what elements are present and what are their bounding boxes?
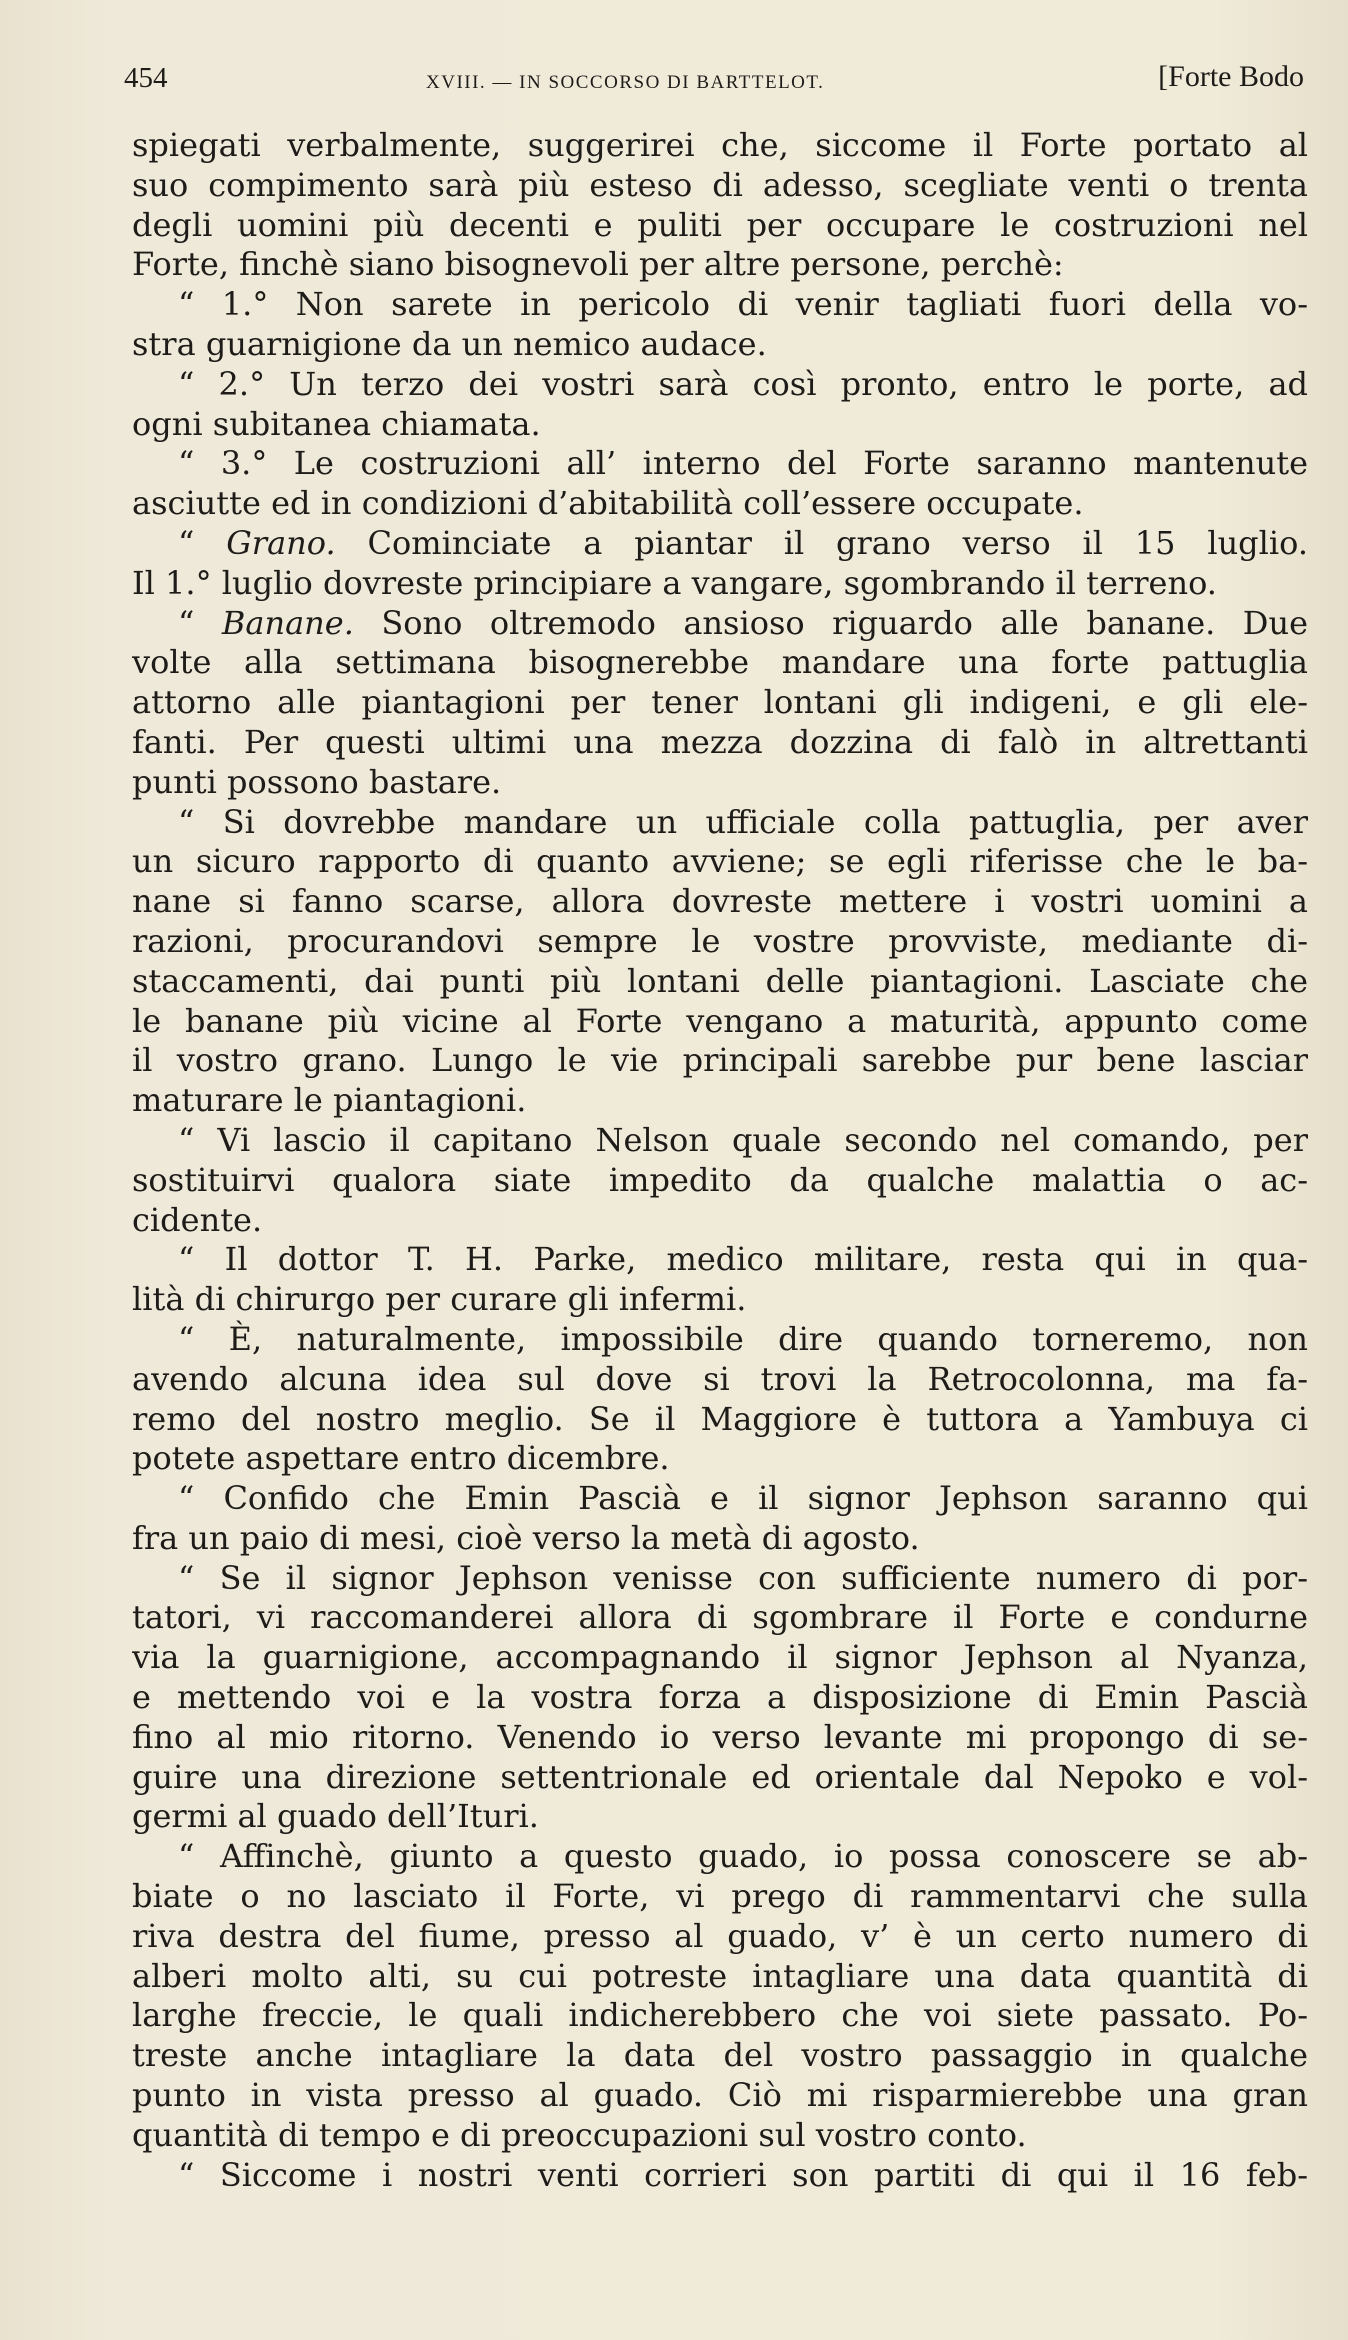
text-line: germi al guado dell’Ituri. (132, 1797, 539, 1836)
text-line: fanti. Per questi ultimi una mezza dozzina di falò in altrettanti (132, 722, 1308, 761)
text-line: punto in vista presso al guado. Ciò mi risparmierebbe una gran (132, 2076, 1308, 2115)
text-line: fra un paio di mesi, cioè verso la metà di agosto. (132, 1518, 920, 1557)
text-line: staccamenti, dai punti più lontani delle piantagioni. Lasciate che (132, 961, 1308, 1000)
running-title: XVIII. — IN SOCCORSO DI BARTTELOT. (426, 72, 825, 93)
text-line: “ Confido che Emin Pascià e il signor Jephson saranno qui (178, 1479, 1308, 1518)
text-line (132, 604, 1308, 644)
text-line: tatori, vi raccomanderei allora di sgombrare il Forte e condurne (132, 1598, 1308, 1637)
italic-term: Grano. (226, 523, 336, 562)
text-line: attorno alle piantagioni per tener lontani gli indigeni, e gli ele- (132, 683, 1308, 722)
text-line: “ È, naturalmente, impossibile dire quando torneremo, non (178, 1319, 1308, 1358)
quote-mark: “ (178, 603, 222, 642)
text-line: maturare le piantagioni. (132, 1081, 527, 1120)
text-line: stra guarnigione da un nemico audace. (132, 324, 767, 363)
text-line: lità di chirurgo per curare gli infermi. (132, 1280, 747, 1319)
line-text: Sono oltremodo ansioso riguardo alle banane. Due (353, 603, 1308, 642)
text-line: larghe freccie, le quali indicherebbero che voi siete passato. Po- (132, 1996, 1308, 2035)
line-text: Cominciate a piantar il grano verso il 15 luglio. (335, 523, 1308, 562)
text-line: ogni subitanea chiamata. (132, 404, 541, 443)
section-reference: [Forte Bodo (1158, 60, 1304, 93)
text-line (132, 524, 1308, 564)
text-line: spiegati verbalmente, suggerirei che, siccome il Forte portato al (132, 126, 1308, 164)
text-line: riva destra del fiume, presso al guado, v’ è un certo numero di (132, 1916, 1308, 1955)
text-line: degli uomini più decenti e puliti per occupare le costruzioni nel (132, 205, 1308, 244)
text-line: le banane più vicine al Forte vengano a maturità, appunto come (132, 1001, 1308, 1040)
text-line: via la guarnigione, accompagnando il signor Jephson al Nyanza, (132, 1638, 1308, 1677)
text-line: un sicuro rapporto di quanto avviene; se egli riferisse che le ba- (132, 842, 1308, 881)
text-line: sostituirvi qualora siate impedito da qualche malattia o ac- (132, 1160, 1308, 1199)
text-line: guire una direzione settentrionale ed orientale dal Nepoko e vol- (132, 1757, 1308, 1796)
text-line: razioni, procurandovi sempre le vostre provviste, mediante di- (132, 921, 1308, 960)
quote-mark: “ (178, 523, 227, 562)
text-line: potete aspettare entro dicembre. (132, 1439, 670, 1478)
text-line: “ Siccome i nostri venti corrieri son partiti di qui il 16 feb- (178, 2155, 1308, 2194)
text-line: “ 1.° Non sarete in pericolo di venir tagliati fuori della vo- (178, 285, 1308, 324)
text-line: “ 2.° Un terzo dei vostri sarà così pronto, entro le porte, ad (178, 364, 1308, 403)
body-text (132, 126, 1308, 2195)
text-line: Forte, finchè siano bisognevoli per altre persone, perchè: (132, 245, 1064, 284)
text-line: avendo alcuna idea sul dove si trovi la Retrocolonna, ma fa- (132, 1359, 1308, 1398)
text-line: alberi molto alti, su cui potreste intagliare una data quantità di (132, 1956, 1308, 1995)
text-line: e mettendo voi e la vostra forza a disposizione di Emin Pascià (132, 1678, 1308, 1717)
text-line: fino al mio ritorno. Venendo io verso levante mi propongo di se- (132, 1717, 1308, 1756)
italic-term: Banane. (221, 603, 354, 642)
text-line: punti possono bastare. (132, 762, 502, 801)
text-line: il vostro grano. Lungo le vie principali sarebbe pur bene lasciar (132, 1041, 1308, 1080)
text-line: “ Vi lascio il capitano Nelson quale secondo nel comando, per (178, 1120, 1308, 1159)
text-line: “ Affinchè, giunto a questo guado, io possa conoscere se ab- (178, 1837, 1308, 1876)
text-line: treste anche intagliare la data del vostro passaggio in qualche (132, 2036, 1308, 2075)
text-line: volte alla settimana bisognerebbe mandare una forte pattuglia (132, 643, 1308, 682)
text-line: “ Se il signor Jephson venisse con sufficiente numero di por- (178, 1558, 1308, 1597)
text-line: quantità di tempo e di preoccupazioni sul vostro conto. (132, 2115, 1027, 2154)
text-line: Il 1.° luglio dovreste principiare a vangare, sgombrando il terreno. (132, 563, 1217, 602)
page-number: 454 (124, 62, 168, 94)
text-line: biate o no lasciato il Forte, vi prego di rammentarvi che sulla (132, 1877, 1308, 1916)
text-line: asciutte ed in condizioni d’abitabilità coll’essere occupate. (132, 484, 1084, 523)
text-line: “ 3.° Le costruzioni all’ interno del Forte saranno mantenute (178, 444, 1308, 483)
text-line: suo compimento sarà più esteso di adesso, scegliate venti o trenta (132, 165, 1308, 204)
text-line: “ Si dovrebbe mandare un ufficiale colla pattuglia, per aver (178, 802, 1308, 841)
page-header (124, 58, 1304, 106)
text-line: remo del nostro meglio. Se il Maggiore è tuttora a Yambuya ci (132, 1399, 1308, 1438)
text-line: “ Il dottor T. H. Parke, medico militare, resta qui in qua- (178, 1240, 1308, 1279)
text-line: nane si fanno scarse, allora dovreste mettere i vostri uomini a (132, 882, 1308, 921)
text-line: cidente. (132, 1200, 263, 1239)
